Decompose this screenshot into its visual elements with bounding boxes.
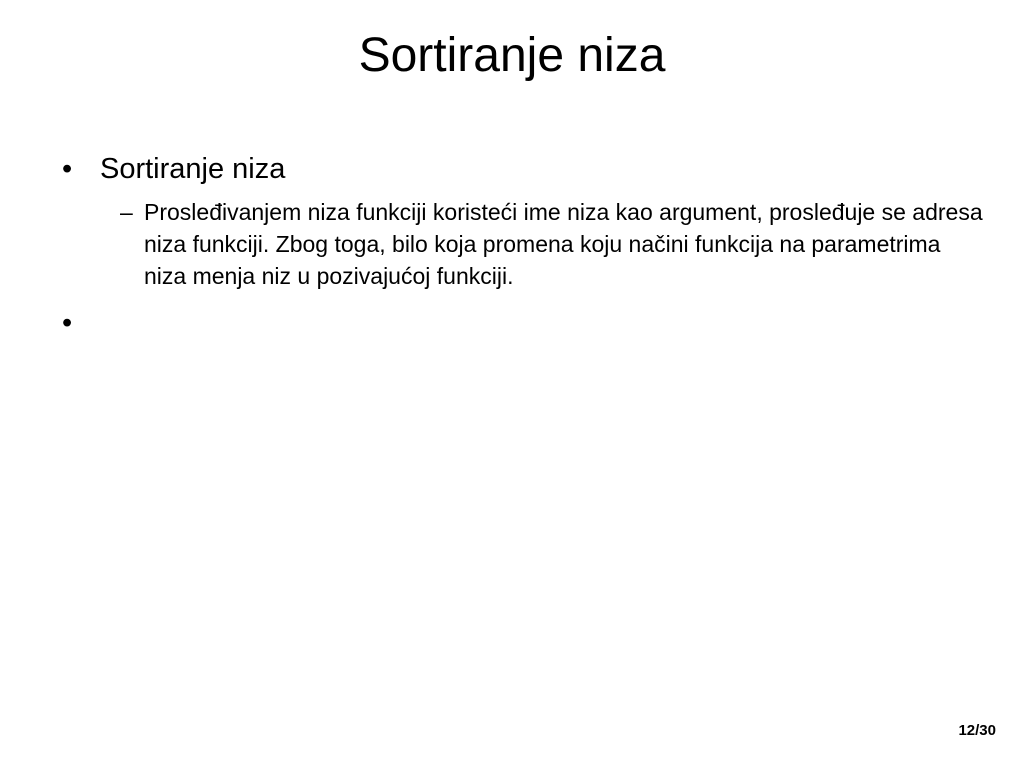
- sub-bullet-text: Prosleđivanjem niza funkciji koristeći ime niza kao argument, prosleđuje se adresa niza funkciji. Zbog toga, bilo koja promena koju načini funkcija na parametrima niza menja niz u pozivajućoj funkciji.: [144, 199, 983, 289]
- empty-bullet-item: [60, 304, 980, 342]
- bullet-item: [60, 150, 980, 188]
- sub-bullet-marker: –: [120, 199, 133, 225]
- sub-bullet-item: [104, 196, 984, 292]
- page-counter: 12/30: [958, 722, 996, 739]
- bullet-marker: •: [62, 307, 73, 339]
- slide-title: Sortiranje niza: [358, 29, 666, 82]
- bullet-text: Sortiranje niza: [100, 153, 286, 185]
- bullet-marker: •: [62, 153, 73, 185]
- bullet-list: [60, 150, 983, 342]
